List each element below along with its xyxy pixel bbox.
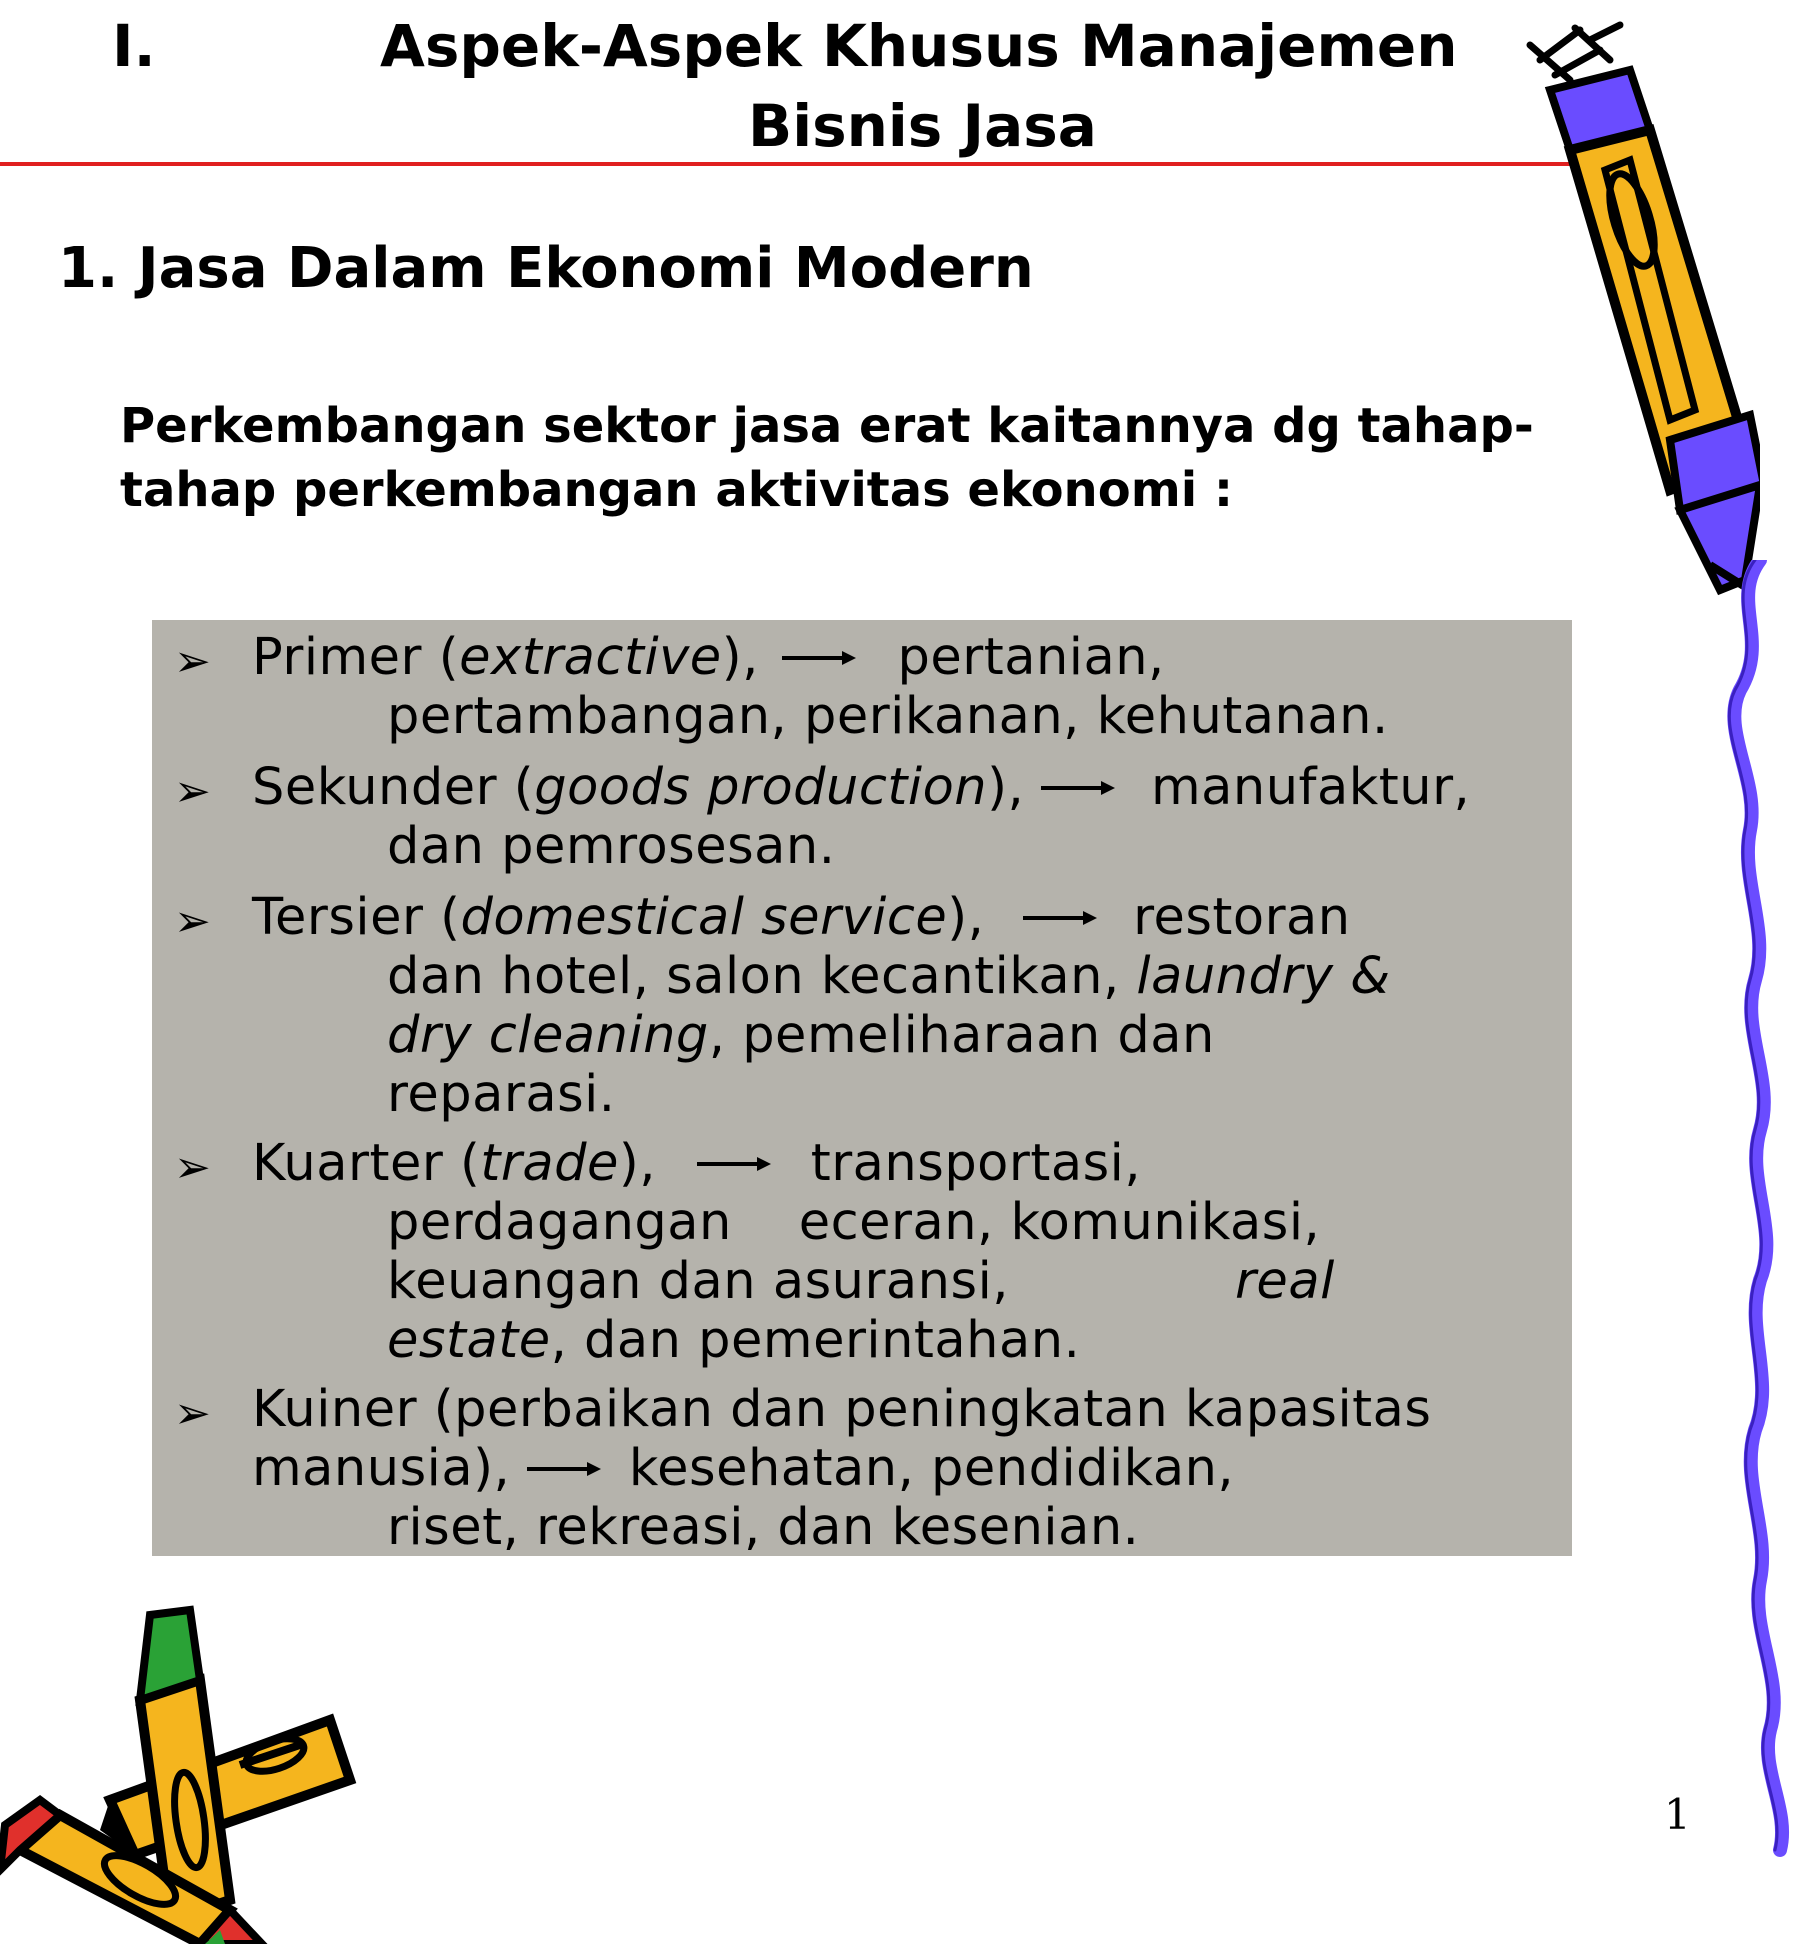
right-arrow-icon [1041,758,1117,817]
sector-examples: restoran [1133,888,1351,947]
sector-term: domestical service [460,888,948,947]
page-title-line1: Aspek-Aspek Khusus Manajemen [380,12,1458,80]
sector-examples: pertanian, [897,628,1165,687]
sector-punct: ), [987,758,1025,817]
sector-examples-cont: reparasi. [387,1065,616,1124]
title-divider [0,162,1575,166]
sector-examples-italic: laundry & [1136,947,1391,1006]
sector-name-cont: manusia), [252,1439,511,1498]
sector-name: Sekunder ( [252,758,535,817]
page-number: 1 [1664,1790,1691,1839]
sector-punct: ), [721,628,759,687]
arrow-bullet-icon: ➢ [174,766,212,817]
sector-punct: ), [618,1134,656,1193]
sector-examples-cont: , pemeliharaan dan [708,1006,1215,1065]
section-heading: 1. Jasa Dalam Ekonomi Modern [58,236,1034,301]
sector-name: Primer ( [252,628,460,687]
right-arrow-icon [527,1439,603,1498]
sector-examples-italic: dry cleaning [387,1006,709,1065]
sector-examples-cont: , dan pemerintahan. [550,1311,1081,1370]
sector-examples-cont: dan hotel, salon kecantikan, [387,947,1137,1006]
sector-term: goods production [534,758,988,817]
right-arrow-icon [1023,888,1099,947]
sector-name: Kuarter ( [252,1134,481,1193]
intro-line-1: Perkembangan sektor jasa erat kaitannya dg tahap- [120,398,1534,454]
sector-examples: kesehatan, pendidikan, [628,1439,1235,1498]
squiggle-line [1700,560,1800,1860]
arrow-bullet-icon: ➢ [174,896,212,947]
sector-punct: ), [947,888,985,947]
sector-examples: manufaktur, [1150,758,1471,817]
crossed-pencils-icon [0,1570,360,1944]
pencil-icon [1520,20,1760,610]
intro-paragraph [120,394,1540,522]
page-title-line2: Bisnis Jasa [748,92,1097,160]
sector-name: Kuiner (perbaikan dan peningkatan kapasitas [252,1380,1432,1439]
title-number: I. [112,12,156,80]
sector-examples-italic: estate [387,1311,551,1370]
sector-examples-cont: riset, rekreasi, dan kesenian. [387,1498,1140,1557]
right-arrow-icon [782,628,858,687]
sector-list-box [152,620,1572,1556]
arrow-bullet-icon: ➢ [174,1142,212,1193]
sector-examples-cont: pertambangan, perikanan, kehutanan. [387,687,1389,746]
sector-term: trade [480,1134,619,1193]
sector-term: extractive [459,628,722,687]
intro-line-2: tahap perkembangan aktivitas ekonomi : [120,462,1234,518]
sector-examples-cont: keuangan dan asuransi, [387,1252,1009,1311]
sector-examples-cont: perdagangan eceran, komunikasi, [387,1193,1321,1252]
right-arrow-icon [697,1134,773,1193]
sector-examples-cont: dan pemrosesan. [387,817,836,876]
sector-examples: transportasi, [810,1134,1142,1193]
arrow-bullet-icon: ➢ [174,636,212,687]
sector-name: Tersier ( [252,888,461,947]
arrow-bullet-icon: ➢ [174,1388,212,1439]
sector-examples-italic: real [1234,1252,1335,1311]
